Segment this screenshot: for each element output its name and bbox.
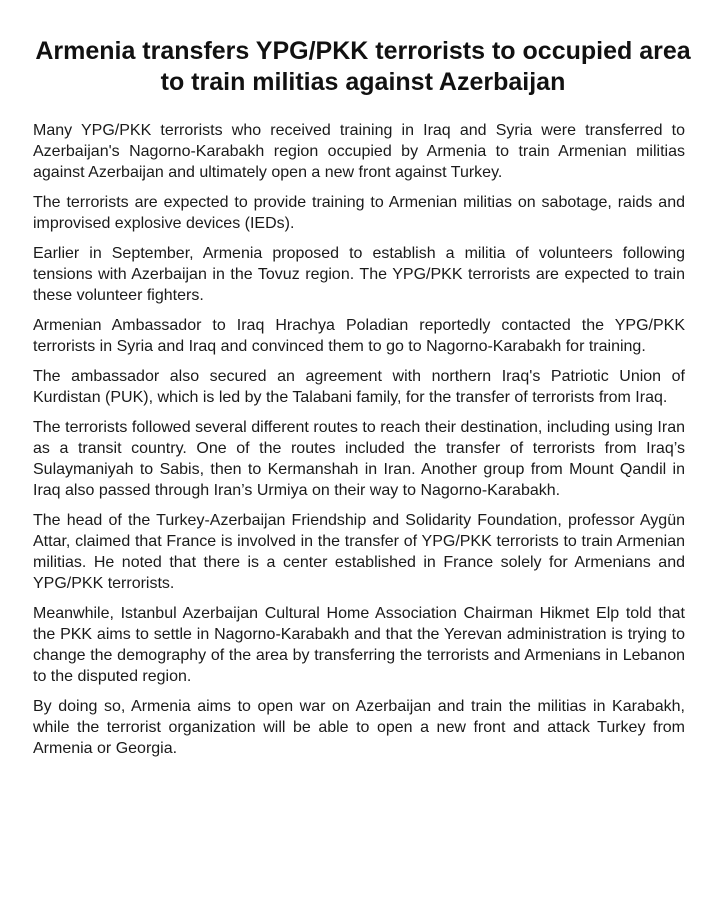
article-paragraph: Armenian Ambassador to Iraq Hrachya Poladian reportedly contacted the YPG/PKK terrorists in Syria and Iraq and convinced them to go to Nagorno-Karabakh for training. xyxy=(33,317,685,355)
article-paragraph: Earlier in September, Armenia proposed to establish a militia of volunteers following tensions with Azerbaijan in the Tovuz region. The YPG/PKK terrorists are expected to train these volunteer fighters. xyxy=(33,245,685,304)
article-paragraph: The terrorists are expected to provide training to Armenian militias on sabotage, raids and improvised explosive devices (IEDs). xyxy=(33,194,685,232)
article-paragraph: The head of the Turkey-Azerbaijan Friendship and Solidarity Foundation, professor Aygün Attar, claimed that France is involved in the transfer of YPG/PKK terrorists to train Armenian militias. He noted that there is a center established in France solely for Armenians and YPG/PKK terrorists. xyxy=(33,512,685,592)
article-paragraph: The terrorists followed several different routes to reach their destination, including using Iran as a transit country. One of the routes included the transfer of terrorists from Iraq’s Sulaymaniyah to Sabis, then to Kermanshah in Iran. Another group from Mount Qandil in Iraq also passed through Iran’s Urmiya on their way to Nagorno-Karabakh. xyxy=(33,419,685,499)
article-paragraph: The ambassador also secured an agreement with northern Iraq's Patriotic Union of Kurdistan (PUK), which is led by the Talabani family, for the transfer of terrorists from Iraq. xyxy=(33,368,685,406)
article-paragraph: Many YPG/PKK terrorists who received training in Iraq and Syria were transferred to Azerbaijan's Nagorno-Karabakh region occupied by Armenia to train Armenian militias against Azerbaijan and ultimately open a new front against Turkey. xyxy=(33,122,685,181)
article-body xyxy=(33,120,685,768)
article-paragraph: Meanwhile, Istanbul Azerbaijan Cultural Home Association Chairman Hikmet Elp told that the PKK aims to settle in Nagorno-Karabakh and that the Yerevan administration is trying to change the demography of the area by transferring the terrorists and Armenians in Lebanon to the disputed region. xyxy=(33,605,685,685)
article-headline: Armenia transfers YPG/PKK terrorists to occupied area to train militias against Azerbaijan xyxy=(35,37,691,96)
article-paragraph: By doing so, Armenia aims to open war on Azerbaijan and train the militias in Karabakh, while the terrorist organization will be able to open a new front and attack Turkey from Armenia or Georgia. xyxy=(33,698,685,757)
